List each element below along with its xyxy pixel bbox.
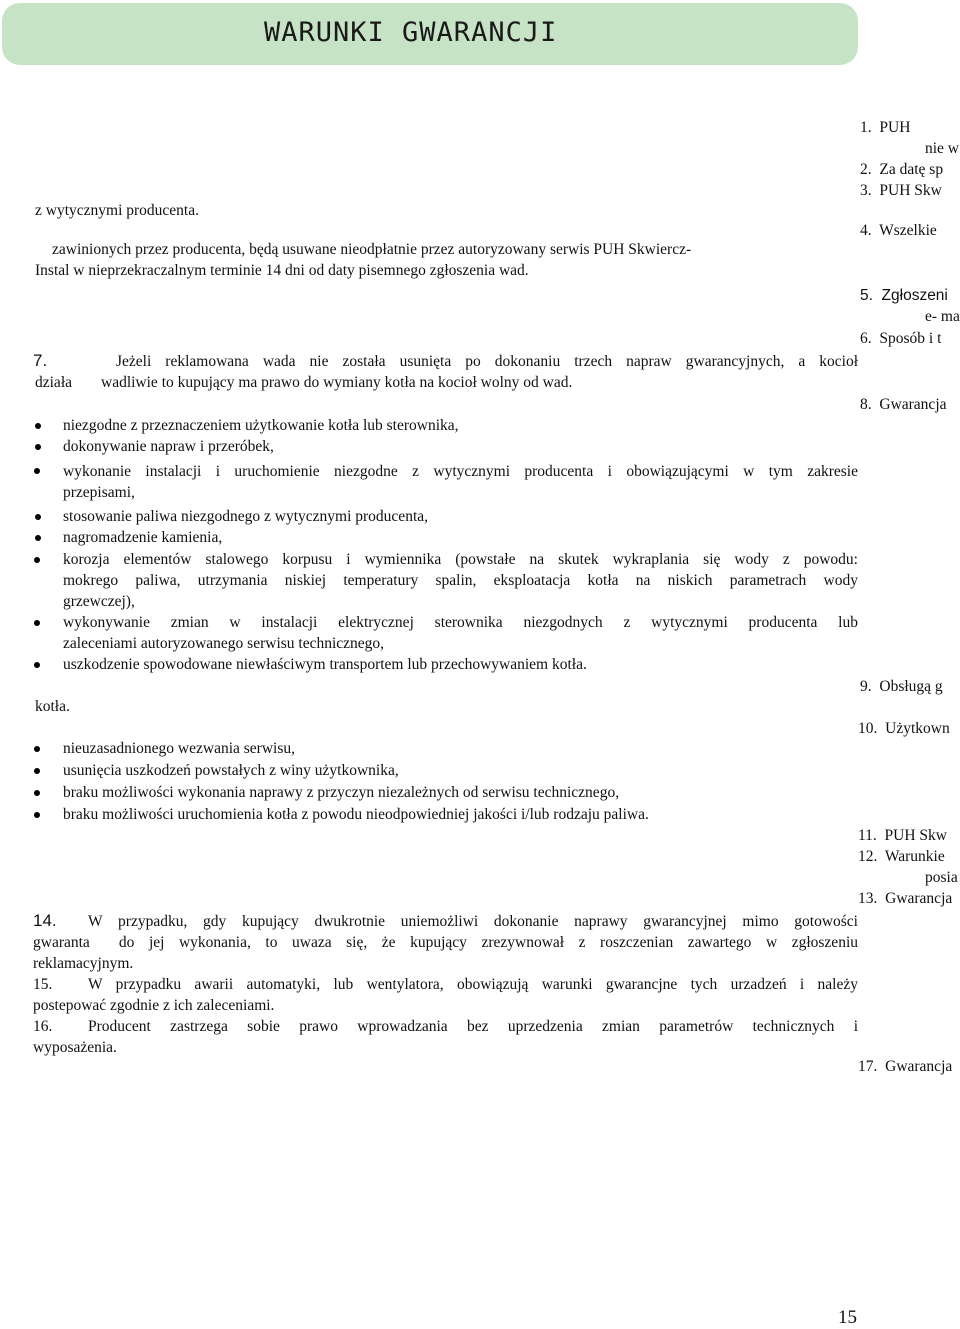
bullet-icon (34, 768, 40, 774)
paragraph-line (88, 911, 858, 932)
right-item: 5. Zgłoszeni (860, 287, 948, 304)
bullet-icon (34, 620, 40, 626)
list-item: nagromadzenie kamienia, (63, 529, 223, 546)
list-item (63, 612, 858, 633)
list-item: nieuzasadnionego wezwania serwisu, (63, 740, 295, 757)
right-item: 4. Wszelkie (860, 222, 937, 239)
right-item: 6. Sposób i t (860, 330, 942, 347)
bullet-icon (35, 514, 41, 520)
list-item-text: korozja elementów stalowego korpusu i wymiennika (powstałe na skutek wykraplania się wody z powodu: (63, 551, 858, 568)
paragraph-number: 14. (33, 911, 57, 930)
paragraph-line: Instal w nieprzekraczalnym terminie 14 dni od daty pisemnego zgłoszenia wad. (35, 262, 529, 279)
paragraph-number: 16. (33, 1018, 53, 1035)
right-item: 12. Warunkie (858, 848, 945, 865)
right-item-continuation: e- ma (925, 308, 960, 325)
list-item: niezgodne z przeznaczeniem użytkowanie kotła lub sterownika, (63, 417, 459, 434)
list-item-continuation: grzewczej), (63, 593, 135, 610)
paragraph-line (88, 1016, 858, 1037)
list-item-continuation: zaleceniami autoryzowanego serwisu technicznego, (63, 635, 385, 652)
paragraph-line: wadliwie to kupujący ma prawo do wymiany kotła na kocioł wolny od wad. (101, 374, 573, 391)
bullet-icon (34, 468, 40, 474)
bullet-icon (35, 535, 41, 541)
paragraph-fragment: z wytycznymi producenta. (35, 202, 199, 219)
right-item: 8. Gwarancja (860, 396, 947, 413)
paragraph-number: 7. (33, 351, 48, 370)
list-item-text: wykonanie instalacji i uruchomienie niezgodne z wytycznymi producenta i obowiązującymi w tym zakresie (63, 463, 858, 480)
paragraph-line (88, 974, 858, 995)
list-item: dokonywanie napraw i przeróbek, (63, 438, 274, 455)
right-item: 2. Za datę sp (860, 161, 944, 178)
list-item-text: wykonywanie zmian w instalacji elektrycznej sterownika niezgodnych z wytycznymi producenta lub (63, 614, 858, 631)
page-number: 15 (838, 1307, 857, 1328)
list-item-continuation (63, 570, 858, 591)
right-item: 11. PUH Skw (858, 827, 947, 844)
bullet-icon (34, 557, 40, 563)
paragraph-line-start: działa (35, 374, 73, 391)
bullet-icon (34, 790, 40, 796)
list-item (63, 549, 858, 570)
list-item (63, 461, 858, 482)
list-item: braku możliwości uruchomienia kotła z powodu nieodpowiedniej jakości i/lub rodzaju paliwa. (63, 806, 649, 823)
right-item-continuation: nie w (925, 140, 960, 157)
right-item: 3. PUH Skw (860, 182, 942, 199)
paragraph-15-text: W przypadku awarii automatyki, lub wentylatora, obowiązują warunki gwarancjne tych urzadzeń i należy (88, 976, 858, 993)
page-title: WARUNKI GWARANCJI (264, 17, 558, 48)
paragraph-line (33, 932, 858, 953)
bullet-icon (34, 812, 40, 818)
bullet-icon (35, 444, 41, 450)
right-item: 17. Gwarancja (858, 1058, 953, 1075)
list-item: stosowanie paliwa niezgodnego z wytycznymi producenta, (63, 508, 428, 525)
bullet-icon (34, 746, 40, 752)
paragraph-fragment: kotła. (35, 698, 70, 715)
right-item: 9. Obsługą g (860, 678, 943, 695)
list-item-text: mokrego paliwa, utrzymania niskiej temperatury spalin, eksploatacja kotła na niskich parametrach wody (63, 572, 858, 589)
right-column-clipped (858, 0, 960, 1327)
right-item: 1. PUH (860, 119, 911, 136)
paragraph-line: reklamacyjnym. (33, 955, 134, 972)
paragraph-line: zawinionych przez producenta, będą usuwane nieodpłatnie przez autoryzowany serwis PUH Skwiercz- (52, 241, 692, 258)
list-item: braku możliwości wykonania naprawy z przyczyn niezależnych od serwisu technicznego, (63, 784, 620, 801)
right-item: 13. Gwarancja (858, 890, 953, 907)
paragraph-14-text: gwaranta do jej wykonania, to uwaza się, że kupujący zrezywnował z roszczenian zawartego w zgłoszeniu (33, 934, 858, 951)
paragraph-number: 15. (33, 976, 53, 993)
right-item: 10. Użytkown (858, 720, 950, 737)
paragraph-line: wyposażenia. (33, 1039, 117, 1056)
right-item-continuation: posia (925, 869, 958, 886)
paragraph-line: postepować zgodnie z ich zaleceniami. (33, 997, 275, 1014)
bullet-icon (34, 662, 40, 668)
paragraph-14-text: W przypadku, gdy kupujący dwukrotnie uniemożliwi dokonanie naprawy gwarancyjnej mimo gotowości (88, 913, 858, 930)
paragraph-line (116, 351, 858, 372)
list-item: uszkodzenie spowodowane niewłaściwym transportem lub przechowywaniem kotła. (63, 656, 587, 673)
header-banner (2, 3, 858, 65)
list-item-continuation: przepisami, (63, 484, 135, 501)
paragraph-16-text: Producent zastrzega sobie prawo wprowadzania bez uprzedzenia zmian parametrów technicznych i (88, 1018, 858, 1035)
paragraph-7-text: Jeżeli reklamowana wada nie została usunięta po dokonaniu trzech napraw gwarancyjnych, a kocioł (116, 353, 858, 370)
bullet-icon (35, 423, 41, 429)
list-item: usunięcia uszkodzeń powstałych z winy użytkownika, (63, 762, 399, 779)
